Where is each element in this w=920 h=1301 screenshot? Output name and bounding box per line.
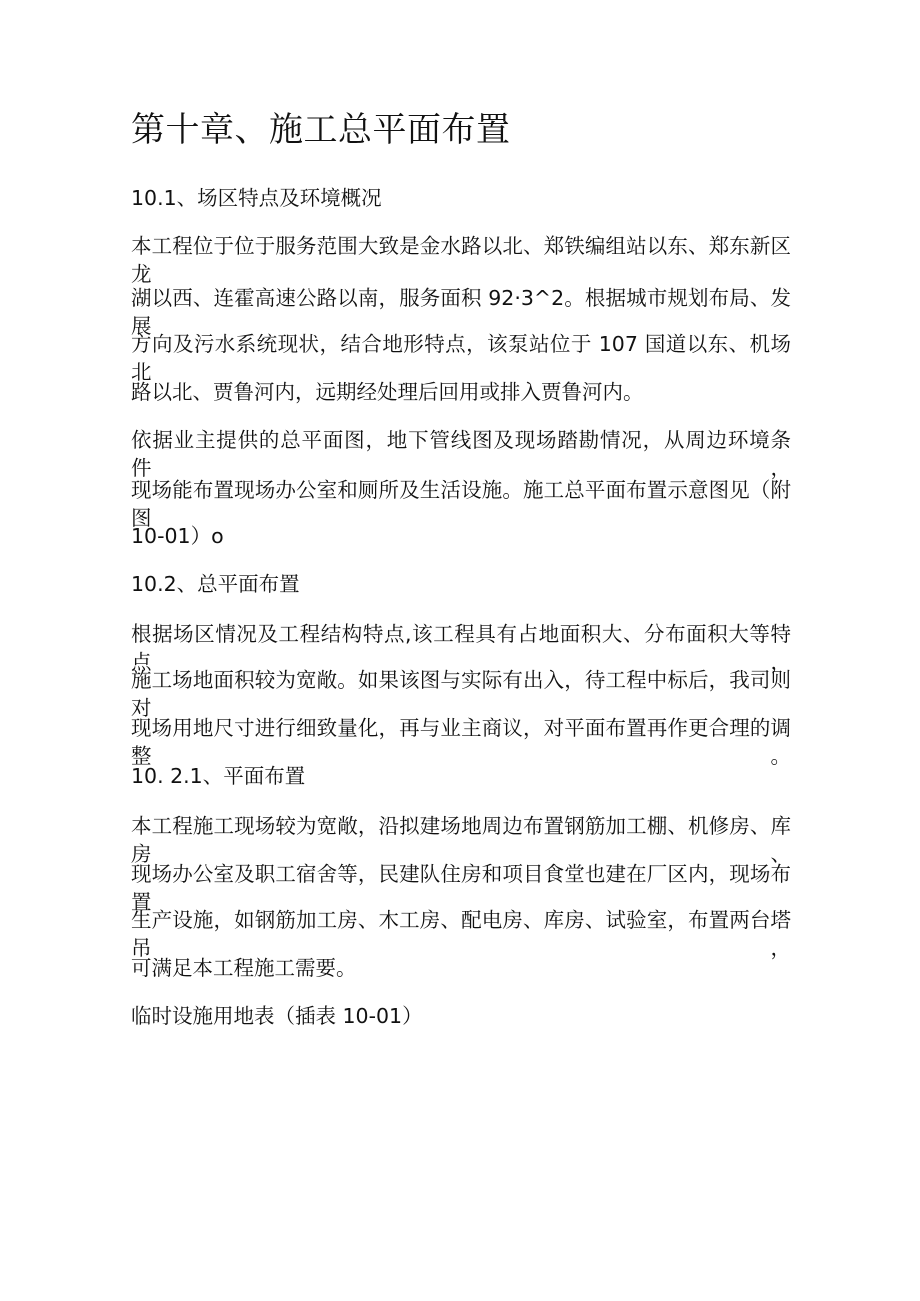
- paragraph-line: 路以北、贾鲁河内，远期经处理后回用或排入贾鲁河内。: [131, 380, 644, 404]
- table-caption: 临时设施用地表（插表 10-01）: [131, 1004, 423, 1028]
- paragraph-line: 现场用地尺寸进行细致量化，再与业主商议，对平面布置再作更合理的调整。: [131, 716, 791, 768]
- paragraph-line: 方向及污水系统现状，结合地形特点，该泵站位于 107 国道以东、机场北: [131, 332, 791, 384]
- paragraph-line: 现场办公室及职工宿舍等，民建队住房和项目食堂也建在厂区内，现场布置: [131, 862, 791, 914]
- paragraph-line: 生产设施，如钢筋加工房、木工房、配电房、库房、试验室，布置两台塔吊，: [131, 908, 791, 960]
- paragraph-line: 湖以西、连霍高速公路以南，服务面积 92·3^2。根据城市规划布局、发展: [131, 286, 791, 338]
- paragraph-line: 根据场区情况及工程结构特点,该工程具有占地面积大、分布面积大等特点，: [131, 622, 791, 674]
- section-heading-10-2: 10.2、总平面布置: [131, 572, 300, 596]
- paragraph-line: 10-01）o: [131, 524, 224, 548]
- paragraph-line: 现场能布置现场办公室和厕所及生活设施。施工总平面布置示意图见（附图: [131, 478, 791, 530]
- paragraph-line: 本工程施工现场较为宽敞，沿拟建场地周边布置钢筋加工棚、机修房、库房、: [131, 814, 791, 866]
- paragraph-line: 依据业主提供的总平面图，地下管线图及现场踏勘情况，从周边环境条件，: [131, 428, 791, 480]
- paragraph-line: 本工程位于位于服务范围大致是金水路以北、郑铁编组站以东、郑东新区龙: [131, 234, 791, 286]
- paragraph-line: 施工场地面积较为宽敞。如果该图与实际有出入，待工程中标后，我司则对: [131, 668, 791, 720]
- section-heading-10-2-1: 10. 2.1、平面布置: [131, 764, 306, 788]
- section-heading-10-1: 10.1、场区特点及环境概况: [131, 186, 382, 210]
- chapter-title: 第十章、施工总平面布置: [131, 110, 511, 150]
- paragraph-line: 可满足本工程施工需要。: [131, 956, 357, 980]
